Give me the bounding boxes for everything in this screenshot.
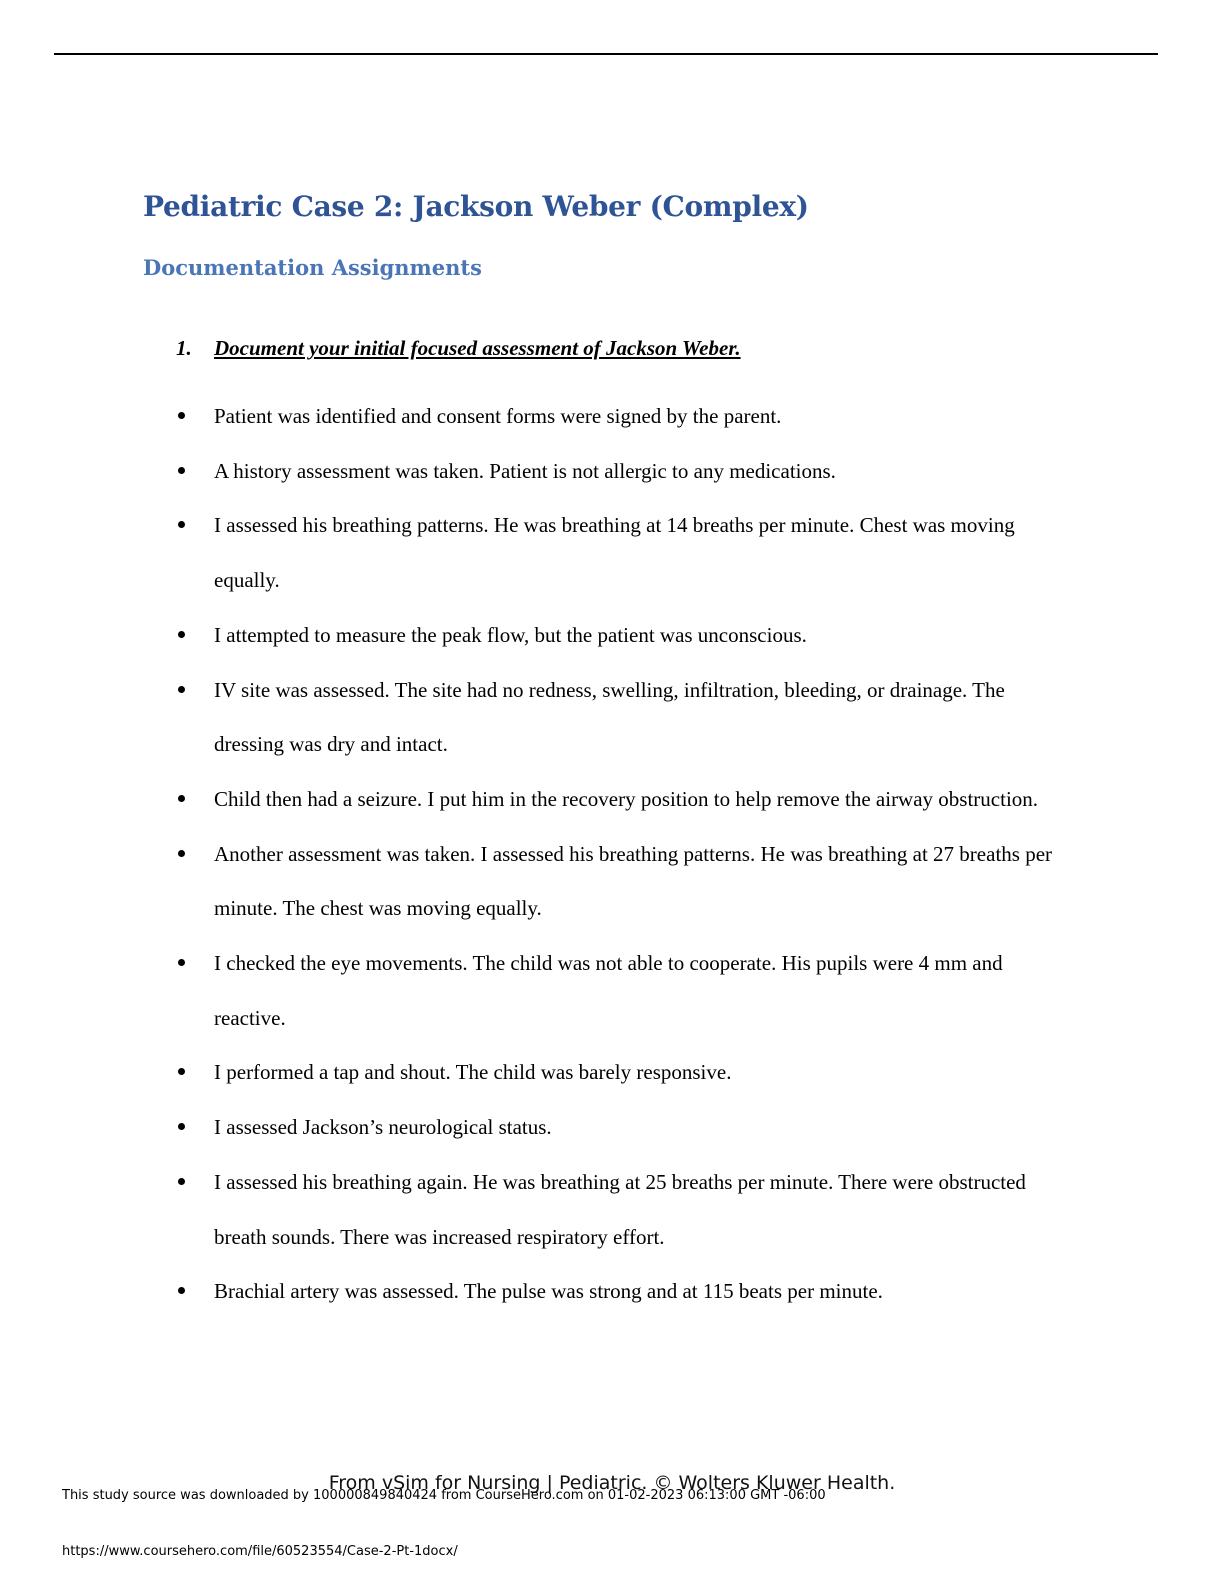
bullet-icon [178,1178,185,1185]
bullet-icon [178,1068,185,1075]
list-item [176,1264,1076,1319]
bullet-icon [178,850,185,857]
list-item-text: I assessed Jackson’s neurological status. [214,1115,552,1140]
list-item [176,772,1076,827]
bullet-icon [178,467,185,474]
bullet-icon [178,959,185,966]
list-item [176,444,1076,499]
page-title: Pediatric Case 2: Jackson Weber (Complex) [143,190,809,223]
list-item [176,1045,1076,1100]
bullet-icon [178,521,185,528]
list-item [176,663,1076,772]
bullet-icon [178,795,185,802]
source-url-link[interactable]: https://www.coursehero.com/file/60523554/Case-2-Pt-1docx/ [62,1544,458,1559]
bullet-icon [178,1287,185,1294]
source-footer: From vSim for Nursing | Pediatric. © Wolters Kluwer Health. [328,1472,896,1494]
list-item [176,827,1076,936]
download-notice: This study source was downloaded by 100000849840424 from CourseHero.com on 01-02-2023 06:13:00 GMT -06:00 [62,1488,826,1503]
question-text: Document your initial focused assessment of Jackson Weber. [214,336,741,360]
list-item-text: I assessed his breathing patterns. He was breathing at 14 breaths per minute. Chest was moving equally. [214,513,1015,593]
list-item-text: IV site was assessed. The site had no redness, swelling, infiltration, bleeding, or drainage. The dressing was dry and intact. [214,677,1005,757]
assignment-question [176,336,741,361]
question-number: 1. [176,336,192,360]
list-item [176,936,1076,1045]
bullet-icon [178,631,185,638]
list-item-text: A history assessment was taken. Patient is not allergic to any medications. [214,458,836,483]
list-item [176,1155,1076,1264]
list-item-text: I checked the eye movements. The child was not able to cooperate. His pupils were 4 mm and reactive. [214,951,1003,1030]
section-subtitle: Documentation Assignments [143,255,482,280]
list-item [176,608,1076,663]
list-item-text: I assessed his breathing again. He was breathing at 25 breaths per minute. There were obstructed breath sounds. There was increased respiratory effort. [214,1169,1026,1249]
list-item-text: Another assessment was taken. I assessed his breathing patterns. He was breathing at 27 breaths per minute. The chest was moving equally. [214,841,1053,921]
list-item [176,389,1076,444]
list-item-text: I attempted to measure the peak flow, but the patient was unconscious. [214,622,807,647]
list-item [176,1100,1076,1155]
list-item-text: I performed a tap and shout. The child was barely responsive. [214,1060,732,1085]
list-item-text: Child then had a seizure. I put him in the recovery position to help remove the airway obstruction. [214,786,1039,811]
list-item-text: Brachial artery was assessed. The pulse was strong and at 115 beats per minute. [214,1279,883,1304]
list-item-text: Patient was identified and consent forms were signed by the parent. [214,404,782,428]
bullet-icon [178,1123,185,1130]
bullet-icon [178,686,185,693]
bullet-icon [178,412,185,419]
list-item [176,498,1076,607]
header-rule [54,53,1158,55]
assessment-list [176,389,1076,1319]
